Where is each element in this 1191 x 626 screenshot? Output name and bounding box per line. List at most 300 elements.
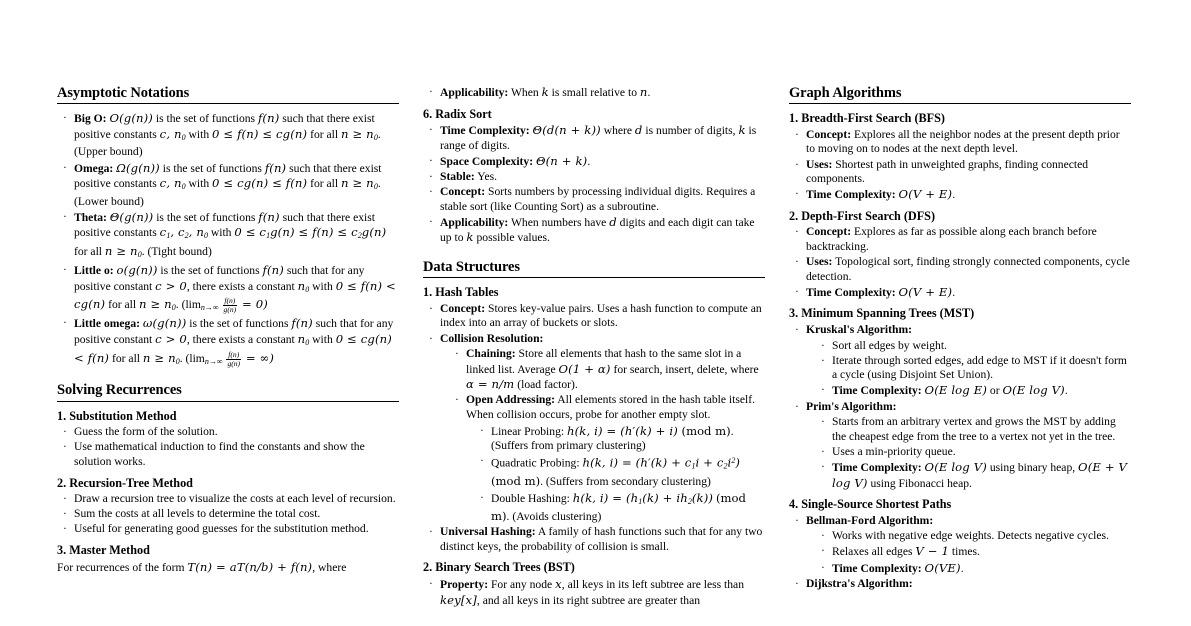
text-frag [219, 298, 222, 311]
text-frag: . [952, 285, 956, 299]
math-o-e-log-e: O(E log E) [924, 383, 988, 398]
list-item-prim [795, 400, 1131, 492]
math-fn: f(n) [262, 263, 284, 278]
math-n0: n [297, 278, 306, 293]
probe-name-quadratic: Quadratic Probing: [491, 456, 583, 470]
math-k: k [466, 230, 474, 245]
text-frag: For any node [488, 578, 556, 592]
bullet-glyph: · [429, 170, 433, 184]
bullet-glyph: · [821, 353, 825, 367]
subsection-title-mst: 3. Minimum Spanning Trees (MST) [789, 306, 975, 321]
text-frag: with [309, 279, 336, 293]
math-n-ge: n ≥ n [341, 126, 374, 141]
bst-list [429, 577, 765, 608]
list-item-time-complexity [821, 460, 1131, 491]
math-double-a: h(k, i) = (h [572, 490, 639, 505]
math-sub: 0 [137, 249, 142, 259]
text-frag: , there exists a constant [186, 333, 298, 347]
bullet-glyph: · [795, 284, 799, 298]
list-item-text: Use mathematical induction to find the constants and show the solution works. [74, 440, 365, 468]
math-sub: 0 [175, 356, 180, 366]
bullet-glyph: · [63, 440, 67, 454]
term-label-dijkstra: Dijkstra's Algorithm: [806, 576, 913, 590]
term-label-applicability: Applicability: [440, 215, 509, 229]
text-frag: Explores all the neighbor nodes at the present depth prior to moving on to nodes at the next depth level. [806, 127, 1120, 156]
bullet-glyph: · [795, 187, 799, 201]
subsection-title-bfs: 1. Breadth-First Search (BFS) [789, 111, 945, 126]
text-frag: Stores key-value pairs. Uses a hash function to compute an index into an array of buckets or slots. [440, 301, 762, 330]
list-item-big-o [63, 111, 399, 160]
list-item-little-omega [63, 316, 399, 369]
math-key-x: key[x] [440, 592, 477, 607]
list-item-concept [429, 302, 765, 331]
math-ineq-c: g(n) [361, 225, 387, 240]
bullet-glyph: · [429, 577, 433, 591]
text-frag: . (Upper bound) [74, 127, 381, 159]
term-label-time-complexity: Time Complexity: [832, 561, 922, 575]
math-fn: f(n) [258, 209, 280, 224]
math-n: n [639, 85, 648, 99]
list-item-chaining [455, 347, 765, 393]
list-item-stable [429, 170, 765, 185]
math-fraction [226, 351, 241, 368]
bullet-glyph: · [821, 444, 825, 458]
bullet-glyph: · [63, 425, 67, 439]
subsection-title-dfs: 2. Depth-First Search (DFS) [789, 208, 936, 223]
section-title-graph-algorithms: Graph Algorithms [789, 85, 902, 101]
list-item-applicability [429, 85, 765, 101]
term-label-time-complexity: Time Complexity: [806, 188, 896, 202]
math-double-c: (k)) [691, 490, 714, 505]
section-title-solving-recurrences: Solving Recurrences [57, 382, 182, 399]
term-label-little-omega: Little omega: [74, 317, 140, 331]
math-sub: 0 [373, 132, 378, 142]
column-3 [789, 85, 1131, 626]
list-item [63, 440, 399, 469]
math-sub: 1 [691, 461, 696, 471]
bullet-glyph: · [795, 576, 799, 590]
math-o-v-plus-e: O(V + E) [898, 187, 953, 202]
math-sub: 1 [166, 231, 171, 241]
list-item-text: Draw a recursion tree to visualize the costs at each level of recursion. [74, 492, 396, 506]
text-frag: with [309, 333, 336, 347]
substitution-method-list [63, 425, 399, 469]
math-mod: (mod m) [677, 423, 731, 438]
list-item [821, 415, 1131, 444]
text-frag: . (lim [175, 298, 201, 312]
section-solving-recurrences [57, 382, 399, 575]
math-ineq-a: 0 ≤ c [234, 225, 267, 240]
text-frag: is small relative to [548, 86, 640, 99]
math-n-ge: n ≥ n [341, 176, 374, 191]
math-limit-sub: n→∞ [204, 356, 223, 366]
fraction-denominator: g(n) [227, 358, 241, 368]
math-c2: , c [170, 225, 185, 240]
math-little-o: o(g(n)) [116, 263, 158, 278]
text-frag: . [960, 561, 964, 575]
math-fn: f(n) [257, 111, 280, 126]
subsection-title-radix-sort: 6. Radix Sort [423, 106, 492, 121]
list-item-universal-hashing [429, 525, 765, 554]
math-limit-sub: n→∞ [200, 303, 219, 313]
radix-sort-list [429, 123, 765, 246]
text-frag: such that there exist positive constants [74, 112, 375, 141]
section-divider [57, 401, 399, 402]
bullet-glyph: · [429, 123, 433, 137]
math-inequality: 0 ≤ cg(n) ≤ f(n) [212, 176, 308, 191]
math-n0: , n [188, 225, 204, 240]
asymptotic-notation-list [63, 111, 399, 369]
math-n0: n [297, 332, 306, 347]
text-frag: When numbers have [508, 215, 610, 229]
math-theta-dnk: Θ(d(n + k)) [532, 123, 601, 138]
list-item-little-o [63, 263, 399, 316]
section-graph-algorithms [789, 85, 1131, 591]
math-mod: (mod m) [491, 474, 541, 489]
list-item-concept [429, 185, 765, 214]
math-d: d [634, 123, 643, 138]
text-frag: For recurrences of the form [57, 560, 188, 574]
math-theta-nk: Θ(n + k) [535, 153, 588, 168]
master-method-intro [57, 560, 399, 576]
math-sub: 1 [266, 231, 271, 241]
text-frag: for all [105, 298, 139, 312]
math-load-factor: α = n/m [466, 377, 515, 392]
list-item [63, 425, 399, 440]
text-frag: Sorts numbers by processing individual digits. Requires a stable sort (like Counting Sort) as a subroutine. [440, 185, 756, 213]
list-item-open-addressing [455, 393, 765, 524]
term-label-time-complexity: Time Complexity: [440, 124, 530, 138]
text-frag: . [952, 188, 956, 202]
bullet-glyph: · [429, 153, 433, 167]
term-label-prim: Prim's Algorithm: [806, 399, 897, 413]
text-frag: When [508, 86, 542, 99]
text-frag: Topological sort, finding strongly connected components, cycle detection. [806, 255, 1130, 283]
list-item-time-complexity [795, 285, 1131, 301]
math-sub: 0 [305, 338, 310, 348]
bullet-glyph: · [429, 331, 433, 345]
term-label-space-complexity: Space Complexity: [440, 154, 534, 168]
text-frag: with [185, 127, 213, 141]
list-item-kruskal [795, 323, 1131, 399]
term-label-chaining: Chaining: [466, 347, 516, 361]
term-label-big-o: Big O: [74, 112, 107, 126]
subsection-title-recursion-tree-method: 2. Recursion-Tree Method [57, 475, 193, 490]
math-theta: Θ(g(n)) [109, 209, 154, 224]
column-2 [423, 85, 765, 626]
math-sub: 1 [638, 496, 643, 506]
text-frag: . [647, 86, 651, 99]
math-sub: 2 [687, 496, 692, 506]
text-frag: is the set of functions [157, 264, 263, 278]
probe-name-double: Double Hashing: [491, 491, 573, 505]
text-frag: for all [74, 244, 105, 258]
text-frag: , there exists a constant [186, 279, 298, 293]
fraction-numerator: f(n) [224, 296, 236, 306]
text-frag: using Fibonacci heap. [867, 476, 972, 490]
bullet-glyph: · [63, 209, 67, 223]
text-frag: for all [307, 127, 342, 141]
list-item-concept [795, 225, 1131, 254]
section-divider [57, 103, 399, 104]
bullet-glyph: · [429, 85, 433, 98]
text-frag: . [587, 154, 591, 168]
fraction-numerator: f(n) [228, 349, 240, 359]
math-n-ge: n ≥ n [139, 297, 172, 312]
bullet-glyph: · [429, 525, 433, 539]
bullet-glyph: · [795, 225, 799, 239]
term-label-kruskal: Kruskal's Algorithm: [806, 323, 912, 337]
probing-strategies-list [480, 424, 765, 525]
text-frag: using binary heap, [986, 460, 1079, 474]
text-frag: such that for any positive constant [74, 264, 365, 293]
recursion-tree-method-list [63, 492, 399, 537]
term-label-theta: Theta: [74, 210, 107, 224]
list-item [63, 492, 399, 507]
list-item [821, 529, 1131, 544]
math-k: k [738, 123, 746, 138]
text-frag: for all [109, 351, 143, 365]
subsection-title-sssp: 4. Single-Source Shortest Paths [789, 497, 952, 512]
bullet-glyph: · [821, 544, 825, 558]
math-n-ge: n ≥ n [104, 243, 138, 258]
text-frag: such that there exist positive constants [74, 161, 382, 191]
math-quad-d: ) [735, 455, 741, 470]
list-item-text: Sort all edges by weight. [832, 338, 947, 352]
math-quad-a: h(k, i) = (h′(k) + c [582, 455, 692, 470]
list-item [63, 522, 399, 537]
bullet-glyph: · [63, 111, 67, 125]
section-data-structures [423, 259, 765, 608]
bullet-glyph: · [795, 157, 799, 171]
text-frag: with [207, 226, 235, 240]
term-label-concept: Concept: [440, 301, 486, 315]
term-label-time-complexity: Time Complexity: [806, 285, 896, 299]
text-frag: . (Suffers from secondary clustering) [540, 475, 711, 489]
bullet-glyph: · [63, 492, 67, 506]
math-sub: 2 [184, 231, 189, 241]
text-frag: All elements stored in the hash table itself. When collision occurs, probe for another empty slot. [466, 393, 755, 422]
math-o-e-plus-v-log-v: O(E + V log V) [832, 459, 1128, 490]
bullet-glyph: · [795, 255, 799, 269]
kruskal-steps-list [821, 339, 1131, 399]
term-label-concept: Concept: [806, 225, 852, 239]
section-title-data-structures: Data Structures [423, 258, 520, 275]
math-inequality: 0 ≤ cg(n) < f(n) [74, 332, 392, 365]
text-frag: is the set of functions [186, 317, 292, 331]
list-item-text: Starts from an arbitrary vertex and grows the MST by adding the cheapest edge from the tree to a vertex not yet in the tree. [832, 415, 1116, 443]
text-frag: Relaxes all edges [832, 545, 916, 559]
text-frag: such that for any positive constant [74, 317, 394, 347]
bellman-ford-details-list [821, 529, 1131, 576]
subsection-title-master-method: 3. Master Method [57, 542, 150, 557]
math-c-gt-0: c > 0 [155, 278, 187, 293]
term-label-uses: Uses: [806, 255, 833, 269]
mst-list [795, 323, 1131, 491]
bullet-glyph: · [821, 338, 825, 352]
term-label-omega: Omega: [74, 161, 114, 175]
bullet-glyph: · [455, 393, 459, 407]
math-omega: Ω(g(n)) [116, 160, 160, 175]
text-frag: is the set of functions [159, 161, 265, 175]
list-item-text: Useful for generating good guesses for the substitution method. [74, 522, 369, 536]
math-mod: (mod m) [491, 490, 746, 524]
list-item-relaxation [821, 544, 1131, 560]
list-item-text: Sum the costs at all levels to determine the total cost. [74, 507, 321, 521]
math-fn: f(n) [291, 316, 313, 331]
math-big-o: O(g(n)) [109, 111, 153, 126]
collision-resolution-list [455, 347, 765, 525]
text-frag: Yes. [474, 170, 498, 184]
text-frag: is number of digits, [642, 124, 739, 138]
fraction-denominator: g(n) [223, 305, 237, 315]
list-item [821, 339, 1131, 354]
bullet-glyph: · [821, 529, 825, 543]
math-sup: 2 [731, 456, 736, 466]
list-item-time-complexity [429, 123, 765, 153]
math-o-v-plus-e: O(V + E) [898, 284, 953, 299]
math-linear-probe: h(k, i) = (h′(k) + i) [567, 423, 678, 438]
bullet-glyph: · [63, 522, 67, 536]
text-frag: for all [307, 177, 342, 191]
probe-name-linear: Linear Probing: [491, 424, 567, 438]
bullet-glyph: · [821, 560, 825, 574]
math-sub: 0 [305, 284, 310, 294]
text-frag: , where [312, 560, 347, 574]
list-item-uses [795, 255, 1131, 284]
math-sub: 0 [373, 182, 378, 192]
bullet-glyph: · [480, 423, 484, 437]
math-sub: 0 [181, 132, 186, 142]
list-item-theta [63, 210, 399, 263]
list-item-linear-probing [480, 424, 765, 454]
math-x: x [555, 577, 562, 592]
text-frag: or [987, 384, 1003, 398]
bullet-glyph: · [429, 185, 433, 199]
list-item [821, 445, 1131, 460]
list-item-quadratic-probing [480, 454, 765, 490]
text-frag: is range of digits. [440, 124, 757, 152]
list-item-dijkstra [795, 577, 1131, 592]
list-item-property [429, 577, 765, 608]
list-item-concept [795, 128, 1131, 157]
subsection-title-hash-tables: 1. Hash Tables [423, 285, 499, 300]
bullet-glyph: · [795, 399, 799, 413]
math-d: d [609, 214, 617, 229]
text-frag: (load factor). [514, 378, 578, 392]
text-frag: with [185, 177, 213, 191]
bullet-glyph: · [63, 263, 67, 277]
term-label-property: Property: [440, 578, 489, 592]
bullet-glyph: · [455, 347, 459, 361]
text-frag: . (Avoids clustering) [506, 510, 602, 524]
hash-tables-list [429, 302, 765, 555]
term-label-uses: Uses: [806, 157, 833, 171]
math-double-b: (k) + ih [642, 490, 688, 505]
text-frag: for search, insert, delete, where [610, 362, 759, 376]
column-1 [57, 85, 399, 626]
math-sub: 0 [181, 182, 186, 192]
list-item-uses [795, 158, 1131, 187]
text-frag: times. [948, 545, 980, 559]
list-item-text: Guess the form of the solution. [74, 425, 218, 439]
list-item-collision-resolution [429, 332, 765, 525]
bullet-glyph: · [429, 301, 433, 315]
list-item-applicability [429, 215, 765, 246]
math-c-gt-0: c > 0 [155, 332, 187, 347]
term-label-stable: Stable: [440, 170, 475, 184]
text-frag: A family of hash functions such that for any two distinct keys, the probability of collision is small. [440, 525, 763, 553]
list-item [821, 354, 1131, 383]
list-item-omega [63, 161, 399, 210]
term-label-applicability: Applicability: [440, 86, 509, 99]
math-sub: 2 [357, 231, 362, 241]
math-inequality: 0 ≤ f(n) ≤ cg(n) [212, 126, 308, 141]
math-fn: f(n) [264, 160, 287, 175]
math-little-omega: ω(g(n)) [142, 316, 187, 331]
math-master-recurrence: T(n) = aT(n/b) + f(n) [187, 559, 313, 574]
term-label-little-o: Little o: [74, 264, 114, 278]
section-asymptotic-notations [57, 85, 399, 369]
math-sub: 0 [203, 231, 208, 241]
list-item [63, 507, 399, 522]
text-frag: . [1064, 384, 1068, 398]
math-consts: c, n [159, 126, 182, 141]
text-frag: Shortest path in unweighted graphs, finding connected components. [806, 157, 1089, 186]
text-frag: such that there exist positive constants [74, 210, 376, 240]
math-o-1-alpha: O(1 + α) [558, 361, 611, 376]
math-quad-b: i + c [695, 455, 724, 470]
bullet-glyph: · [63, 316, 67, 330]
math-quad-c: i [727, 455, 732, 470]
bullet-glyph: · [480, 490, 484, 504]
math-ineq-b: g(n) ≤ f(n) ≤ c [270, 225, 358, 240]
dfs-list [795, 225, 1131, 300]
math-consts: c, n [159, 176, 182, 191]
counting-sort-applicability-list [429, 85, 765, 101]
text-frag: . (Lower bound) [74, 177, 381, 208]
list-item-time-complexity [821, 561, 1131, 577]
section-title-asymptotic-notations: Asymptotic Notations [57, 85, 190, 101]
bullet-glyph: · [795, 513, 799, 527]
math-inequality: 0 ≤ f(n) < cg(n) [74, 278, 396, 312]
math-o-e-log-v: O(E log V) [1002, 383, 1065, 398]
text-frag: . (Suffers from primary clustering) [491, 424, 734, 453]
bullet-glyph: · [63, 507, 67, 521]
sssp-list [795, 514, 1131, 591]
text-frag: , all keys in its left subtree are less than [561, 578, 744, 592]
bullet-glyph: · [821, 415, 825, 429]
math-c1: c [159, 225, 167, 240]
prim-steps-list [821, 415, 1131, 491]
bfs-list [795, 128, 1131, 203]
text-frag: is the set of functions [152, 112, 258, 126]
bullet-glyph: · [821, 459, 825, 473]
bullet-glyph: · [795, 323, 799, 337]
text-frag: , and all keys in its right subtree are greater than [476, 593, 701, 607]
list-item-double-hashing [480, 491, 765, 525]
term-label-bellman-ford: Bellman-Ford Algorithm: [806, 513, 934, 527]
three-column-layout [57, 85, 1135, 626]
text-frag: Explores as far as possible along each branch before backtracking. [806, 225, 1097, 254]
text-frag: . (lim [179, 351, 205, 365]
math-k: k [541, 85, 549, 99]
list-item-time-complexity [795, 187, 1131, 203]
math-limit-value: = 0) [238, 297, 268, 312]
text-frag: where [600, 124, 635, 138]
math-limit-value: = ∞) [242, 350, 275, 365]
list-item-text: Works with negative edge weights. Detects negative cycles. [832, 529, 1109, 543]
